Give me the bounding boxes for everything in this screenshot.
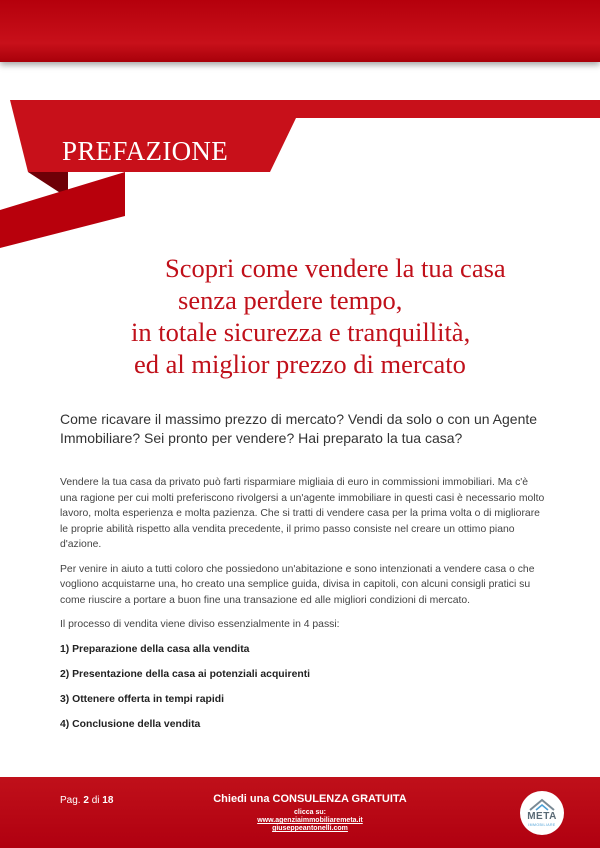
page-number: [60, 795, 113, 806]
body-paragraph-2: Per venire in aiuto a tutti coloro che possiedono un'abitazione e sono intenzionati a vendere casa o che vogliono acquistarne una, ho creato una semplice guida, divisa in capitoli, con alcuni consigli pratici su come riuscire a portare a buon fine una transazione ed alle migliori condizioni di mercato.: [60, 563, 535, 606]
footer: [0, 777, 600, 848]
step-item-2: 2) Presentazione della casa ai potenziali acquirenti: [60, 668, 311, 680]
step-item-3: 3) Ottenere offerta in tempi rapidi: [60, 693, 224, 705]
headline-line-4: ed al miglior prezzo di mercato: [134, 349, 466, 379]
top-banner: [0, 0, 600, 62]
cta-subtitle: clicca su:: [294, 809, 326, 816]
lead-paragraph: Come ricavare il massimo prezzo di mercato? Vendi da solo o con un Agente Immobiliare? Sei pronto per vendere? Hai preparato la tua casa?: [60, 411, 538, 446]
logo-text: META: [527, 811, 557, 822]
headline: [0, 252, 600, 380]
page-total: 18: [102, 795, 114, 806]
meta-logo: [520, 791, 564, 835]
page-separator: di: [91, 795, 100, 806]
step-item-4: 4) Conclusione della vendita: [60, 718, 201, 730]
cta-title: Chiedi una CONSULENZA GRATUITA: [213, 793, 407, 805]
personal-website-link[interactable]: giuseppeantonelli.com: [272, 825, 348, 832]
headline-line-3: in totale sicurezza e tranquillità,: [131, 317, 471, 347]
step-item-1: 1) Preparazione della casa alla vendita: [60, 643, 250, 655]
steps-list: [60, 642, 545, 733]
body-paragraph-1: Vendere la tua casa da privato può farti risparmiare migliaia di euro in commissioni immobiliari. Ma c'è una ragione per cui molti preferiscono rivolgersi a un'agente immobiliare in questi casi è necessario molto lavoro, molta esperienza e molta pazienza. Che si tratti di vendere casa per la prima volta o di migliorare le proprie abilità rispetto alla vendita precedente, il primo passo consiste nel creare un ottimo piano d'azione.: [60, 477, 545, 550]
section-title: PREFAZIONE: [62, 136, 229, 166]
headline-line-2: senza perdere tempo,: [178, 285, 403, 315]
section-ribbon: [0, 100, 600, 250]
agency-website-link[interactable]: www.agenziaimmobiliaremeta.it: [257, 817, 363, 824]
body-paragraph-3: Il processo di vendita viene diviso essenzialmente in 4 passi:: [60, 619, 340, 630]
headline-line-1: Scopri come vendere la tua casa: [165, 253, 506, 283]
consultation-cta: [150, 793, 470, 832]
page-current: 2: [83, 795, 89, 806]
body-text: [60, 475, 545, 742]
page-prefix: Pag.: [60, 795, 81, 806]
logo-subtext: IMMOBILIARE: [528, 823, 556, 827]
